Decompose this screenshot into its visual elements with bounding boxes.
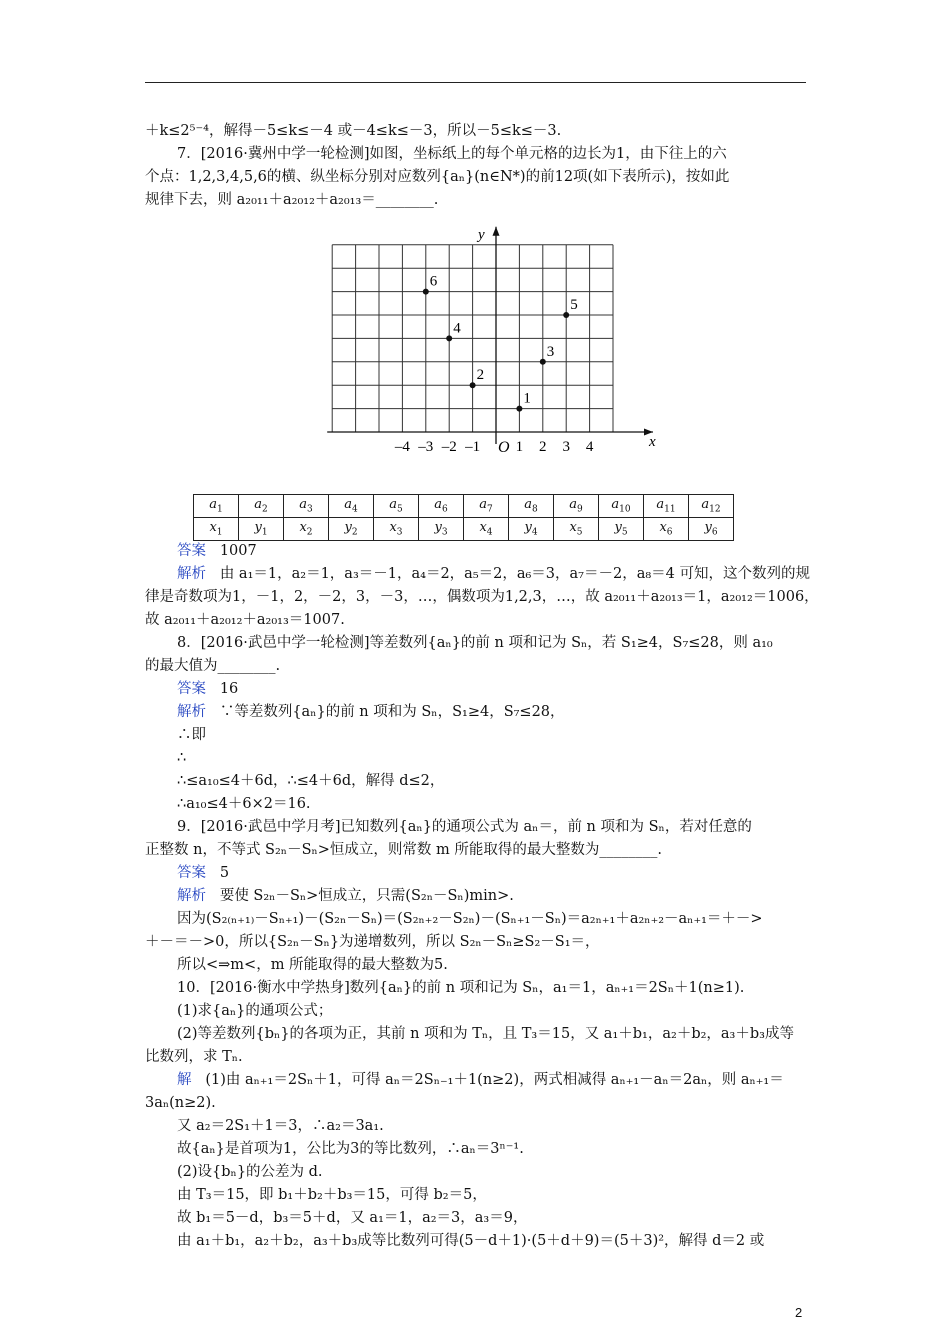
analysis-8-line-1: ∵等差数列{aₙ}的前 n 项和为 Sₙ，S₁≥4，S₇≤28， <box>219 704 565 720</box>
analysis-label: 解析 <box>177 566 206 582</box>
analysis-7-line-3: 故 a₂₀₁₁＋a₂₀₁₂＋a₂₀₁₃＝1007. <box>145 612 345 628</box>
data-point <box>540 359 546 365</box>
table-row-coords <box>194 518 734 541</box>
tick-labels <box>394 227 656 456</box>
question-10-line-1: 10．[2016·衡水中学热身]数列{aₙ}的前 n 项和记为 Sₙ，a₁＝1，aₙ₊₁＝2Sₙ＋1(n≥1). <box>177 980 745 996</box>
point-label: 5 <box>570 297 578 313</box>
point-label: 4 <box>453 320 461 337</box>
data-point <box>423 289 429 295</box>
tick-label: 1 <box>515 439 524 455</box>
solution-10-line-6: 由 T₃＝15，即 b₁＋b₂＋b₃＝15，可得 b₂＝5， <box>177 1187 487 1203</box>
text-line: ＋k≤2⁵⁻⁴，解得－5≤k≤－4 或－4≤k≤－3，所以－5≤k≤－3. <box>145 123 562 139</box>
tick-label: –4 <box>394 439 410 455</box>
solution-10-line-1: (1)由 aₙ₊₁＝2Sₙ＋1，可得 aₙ＝2Sₙ₋₁＋1(n≥2)，两式相减得 aₙ₊₁－aₙ＝2aₙ，则 aₙ₊₁＝ <box>205 1072 784 1088</box>
table-cell: $a_9$ <box>554 495 599 518</box>
page-number: 2 <box>795 1305 803 1320</box>
question-10-line-2: (1)求{aₙ}的通项公式； <box>177 1003 333 1019</box>
tick-label: –1 <box>465 439 481 455</box>
answer-value: 16 <box>219 681 239 697</box>
tick-label: 4 <box>585 439 594 455</box>
table-cell: $a_{12}$ <box>689 495 734 518</box>
analysis-8-line-4: ∴≤a₁₀≤4＋6d，∴≤4＋6d，解得 d≤2， <box>177 773 445 789</box>
table-cell: $y_2$ <box>329 518 374 541</box>
answer-label: 答案 <box>177 865 206 881</box>
table-cell: $a_{10}$ <box>599 495 644 518</box>
solution-10-line-5: (2)设{bₙ}的公差为 d. <box>177 1164 323 1180</box>
question-10-line-3: (2)等差数列{bₙ}的各项为正，其前 n 项和为 Tₙ，且 T₃＝15，又 a₁＋b₁，a₂＋b₂，a₃＋b₃成等 <box>177 1026 794 1042</box>
analysis-9-line-1: 要使 S₂ₙ－Sₙ>恒成立，只需(S₂ₙ－Sₙ)min>. <box>219 888 514 904</box>
table-cell: $x_4$ <box>464 518 509 541</box>
question-9-line-2: 正整数 n，不等式 S₂ₙ－Sₙ>恒成立，则常数 m 所能取得的最大整数为________. <box>145 842 663 858</box>
question-9-line-1: 9．[2016·武邑中学月考]已知数列{aₙ}的通项公式为 aₙ＝，前 n 项和为 Sₙ，若对任意的 <box>177 819 752 835</box>
table-cell: $a_1$ <box>194 495 239 518</box>
sequence-table <box>193 494 734 541</box>
table-cell: $a_3$ <box>284 495 329 518</box>
data-point <box>563 312 569 318</box>
axes <box>327 227 653 444</box>
data-point <box>516 406 522 412</box>
answer-label: 答案 <box>177 543 206 559</box>
question-7-line-3: 规律下去，则 a₂₀₁₁＋a₂₀₁₂＋a₂₀₁₃＝________. <box>145 192 439 208</box>
table-cell: $a_{11}$ <box>644 495 689 518</box>
table-cell: $a_7$ <box>464 495 509 518</box>
point-label: 6 <box>429 273 438 290</box>
data-point <box>446 335 452 341</box>
question-8-line-2: 的最大值为________. <box>145 658 281 674</box>
table-cell: $y_5$ <box>599 518 644 541</box>
answer-value: 5 <box>219 865 230 881</box>
tick-label: 2 <box>539 439 547 455</box>
table-cell: $a_2$ <box>239 495 284 518</box>
tick-label: –2 <box>441 439 457 455</box>
solution-10-line-8: 由 a₁＋b₁，a₂＋b₂，a₃＋b₃成等比数列可得(5－d＋1)·(5＋d＋9)＝(5＋3)²，解得 d＝2 或 <box>177 1233 765 1249</box>
text-block-top <box>145 120 806 212</box>
table-cell: $x_5$ <box>554 518 599 541</box>
analysis-7-line-2: 律是奇数项为1，－1，2，－2，3，－3，…，偶数项为1,2,3，…，故 a₂₀₁₁＋a₂₀₁₃＝1，a₂₀₁₂＝1006， <box>145 589 819 605</box>
point-label: 1 <box>523 390 531 407</box>
solution-10-line-3: 又 a₂＝2S₁＋1＝3，∴a₂＝3a₁. <box>177 1118 384 1134</box>
points <box>423 274 578 412</box>
x-axis-label: x <box>649 434 656 450</box>
header-rule <box>145 82 806 83</box>
answer-label: 答案 <box>177 681 206 697</box>
table-cell: $x_1$ <box>194 518 239 541</box>
y-axis-arrow <box>493 227 500 236</box>
origin-label: O <box>498 439 510 456</box>
point-label: 3 <box>546 343 555 360</box>
analysis-7 <box>145 563 819 1253</box>
question-10-line-4: 比数列，求 Tₙ. <box>145 1049 243 1065</box>
tick-label: 3 <box>562 439 570 455</box>
data-point <box>470 382 476 388</box>
answer-7 <box>177 540 257 563</box>
table-cell: $a_8$ <box>509 495 554 518</box>
question-8-line-1: 8．[2016·武邑中学一轮检测]等差数列{aₙ}的前 n 项和记为 Sₙ，若 S₁≥4，S₇≤28，则 a₁₀ <box>177 635 773 651</box>
analysis-9-line-3: ＋－＝－>0，所以{S₂ₙ－Sₙ}为递增数列，所以 S₂ₙ－Sₙ≥S₂－S₁＝， <box>145 934 600 950</box>
analysis-8-line-5: ∴a₁₀≤4＋6×2＝16. <box>177 796 311 812</box>
table-cell: $a_6$ <box>419 495 464 518</box>
point-label: 2 <box>476 367 485 384</box>
table-cell: $a_5$ <box>374 495 419 518</box>
table-cell: $y_4$ <box>509 518 554 541</box>
table-cell: $y_6$ <box>689 518 734 541</box>
analysis-7-line-1: 由 a₁＝1，a₂＝1，a₃＝－1，a₄＝2，a₅＝2，a₆＝3，a₇＝－2，a₈＝4 可知，这个数列的规 <box>219 566 811 582</box>
analysis-8-line-3: ∴ <box>177 750 187 766</box>
solution-10-line-4: 故{aₙ}是首项为1，公比为3的等比数列，∴aₙ＝3ⁿ⁻¹. <box>177 1141 524 1157</box>
table-cell: $y_3$ <box>419 518 464 541</box>
table-row-terms <box>194 495 734 518</box>
question-7-line-1: 7．[2016·冀州中学一轮检测]如图，坐标纸上的每个单元格的边长为1，由下往上的六 <box>177 146 727 162</box>
solution-10-line-7: 故 b₁＝5－d，b₃＝5＋d，又 a₁＝1，a₂＝3，a₃＝9， <box>177 1210 528 1226</box>
solution-10-line-2: 3aₙ(n≥2). <box>145 1095 216 1111</box>
analysis-9-line-2: 因为(S₂₍ₙ₊₁₎－Sₙ₊₁)－(S₂ₙ－Sₙ)＝(S₂ₙ₊₂－S₂ₙ)－(Sₙ₊₁－Sₙ)＝a₂ₙ₊₁＋a₂ₙ₊₂－aₙ₊₁＝＋－> <box>177 911 763 927</box>
analysis-label: 解析 <box>177 888 206 904</box>
table-cell: $y_1$ <box>239 518 284 541</box>
table-cell: $x_6$ <box>644 518 689 541</box>
table-cell: $x_3$ <box>374 518 419 541</box>
table-cell: $a_4$ <box>329 495 374 518</box>
analysis-8-line-2: ∴即 <box>177 727 206 743</box>
coordinate-graph <box>340 212 656 468</box>
question-7-line-2: 个点：1,2,3,4,5,6的横、纵坐标分别对应数列{aₙ}(n∈N*)的前12项(如下表所示)，按如此 <box>145 169 730 185</box>
analysis-9-line-4: 所以<⇒m<，m 所能取得的最大整数为5. <box>177 957 448 973</box>
tick-label: –3 <box>418 439 434 455</box>
table-cell: $x_2$ <box>284 518 329 541</box>
answer-value: 1007 <box>219 543 257 559</box>
solution-label: 解 <box>177 1072 192 1088</box>
analysis-label: 解析 <box>177 704 206 720</box>
y-axis-label: y <box>478 226 485 243</box>
grid <box>332 245 613 432</box>
